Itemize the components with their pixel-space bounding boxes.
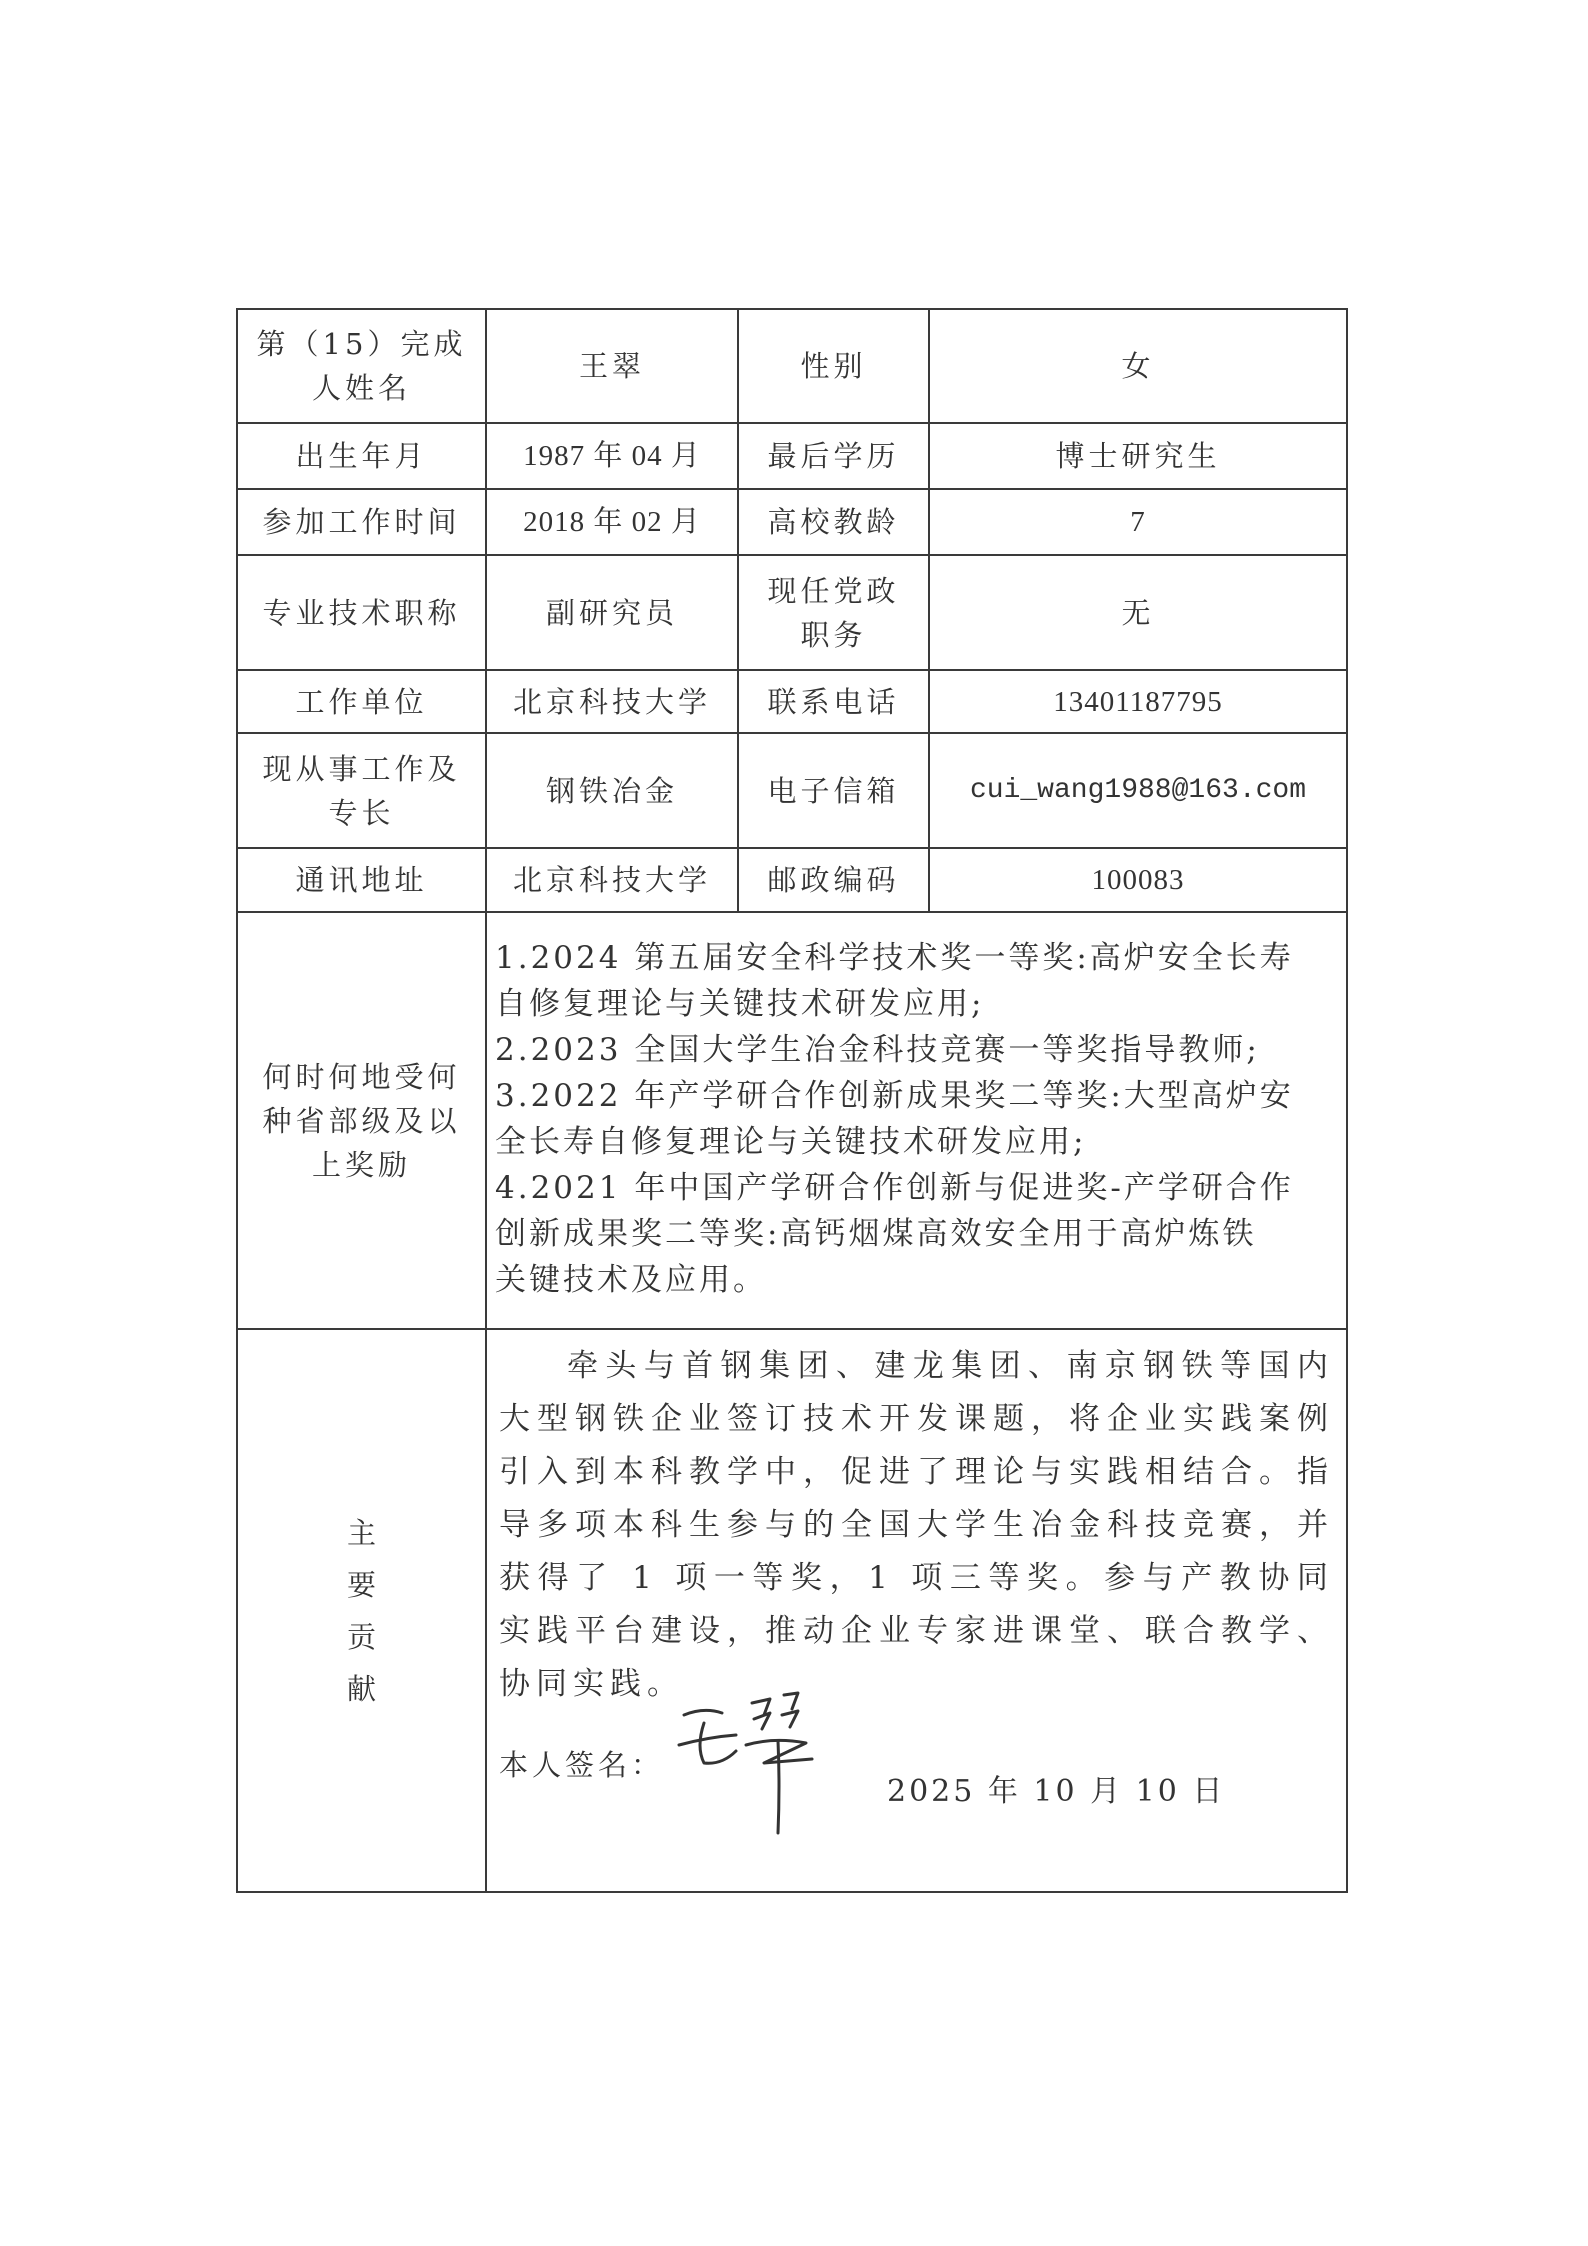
- label-char: 献: [346, 1671, 376, 1706]
- award-line: 1.2024 第五届安全科学技术奖一等奖:高炉安全长寿: [495, 940, 1294, 976]
- label-main-contributions: [237, 1329, 486, 1892]
- label-line: 专长: [328, 795, 395, 830]
- awards-list: [486, 912, 1347, 1329]
- label-professional-title: 专业技术职称: [237, 555, 486, 670]
- label-char: 要: [346, 1567, 376, 1602]
- label-employer: 工作单位: [237, 670, 486, 733]
- row-birth: [237, 423, 1347, 489]
- label-line: 现从事工作及: [262, 751, 461, 786]
- contributions-text: 牵头与首钢集团、建龙集团、南京钢铁等国内大型钢铁企业签订技术开发课题，将企业实践案例引入到本科教学中，促进了理论与实践相结合。指导多项本科生参与的全国大学生冶金科技竞赛，并获得了 1 项一等奖，1 项三等奖。参与产教协同实践平台建设，推动企业专家进课堂、联合教学、协同实践。: [499, 1348, 1334, 1702]
- label-line: 种省部级及以: [262, 1103, 461, 1138]
- value-birth-date: 1987 年 04 月: [486, 423, 738, 489]
- value-postcode: 100083: [929, 848, 1347, 912]
- label-gender: 性别: [738, 309, 929, 423]
- label-awards: [237, 912, 486, 1329]
- row-contributions: [237, 1329, 1347, 1892]
- label-birth-date: 出生年月: [237, 423, 486, 489]
- value-education: 博士研究生: [929, 423, 1347, 489]
- label-line: 何时何地受何: [262, 1059, 461, 1094]
- personal-info-form-table: [236, 308, 1348, 1893]
- value-specialty: 钢铁冶金: [486, 733, 738, 848]
- award-line: 自修复理论与关键技术研发应用;: [495, 986, 985, 1022]
- label-line: 第（15）完成: [256, 327, 467, 361]
- label-char: 主: [346, 1515, 376, 1550]
- label-teaching-years: 高校教龄: [738, 489, 929, 555]
- label-specialty: [237, 733, 486, 848]
- handwritten-signature-icon: [674, 1685, 844, 1835]
- award-line: 4.2021 年中国产学研合作创新与促进奖-产学研合作: [495, 1170, 1294, 1206]
- award-line: 2.2023 全国大学生冶金科技竞赛一等奖指导教师;: [495, 1032, 1260, 1068]
- label-completer-name: [237, 309, 486, 423]
- row-work-start: [237, 489, 1347, 555]
- label-phone: 联系电话: [738, 670, 929, 733]
- value-work-start: 2018 年 02 月: [486, 489, 738, 555]
- value-employer: 北京科技大学: [486, 670, 738, 733]
- label-email: 电子信箱: [738, 733, 929, 848]
- label-line: 人姓名: [311, 371, 411, 405]
- label-education: 最后学历: [738, 423, 929, 489]
- value-phone: 13401187795: [929, 670, 1347, 733]
- value-name: 王翠: [486, 309, 738, 423]
- award-line: 关键技术及应用。: [495, 1262, 767, 1298]
- award-line: 3.2022 年产学研合作创新成果奖二等奖:大型高炉安: [495, 1078, 1294, 1114]
- label-line: 职务: [800, 617, 867, 652]
- value-gender: 女: [929, 309, 1347, 423]
- value-email: cui_wang1988@163.com: [929, 733, 1347, 848]
- row-specialty: [237, 733, 1347, 848]
- signature-label: 本人签名：: [499, 1748, 665, 1782]
- label-address: 通讯地址: [237, 848, 486, 912]
- award-line: 创新成果奖二等奖:高钙烟煤高效安全用于高炉炼铁: [495, 1216, 1257, 1252]
- row-title: [237, 555, 1347, 670]
- label-char: 贡: [346, 1619, 376, 1654]
- value-professional-title: 副研究员: [486, 555, 738, 670]
- label-party-position: [738, 555, 929, 670]
- value-party-position: 无: [929, 555, 1347, 670]
- row-name: [237, 309, 1347, 423]
- value-teaching-years: 7: [929, 489, 1347, 555]
- row-employer: [237, 670, 1347, 733]
- value-address: 北京科技大学: [486, 848, 738, 912]
- label-postcode: 邮政编码: [738, 848, 929, 912]
- signature-date: 2025 年 10 月 10 日: [887, 1774, 1226, 1809]
- row-address: [237, 848, 1347, 912]
- label-work-start: 参加工作时间: [237, 489, 486, 555]
- row-awards: [237, 912, 1347, 1329]
- label-line: 现任党政: [767, 573, 900, 608]
- label-line: 上奖励: [311, 1147, 411, 1182]
- award-line: 全长寿自修复理论与关键技术研发应用;: [495, 1124, 1087, 1160]
- contributions-content: [486, 1329, 1347, 1892]
